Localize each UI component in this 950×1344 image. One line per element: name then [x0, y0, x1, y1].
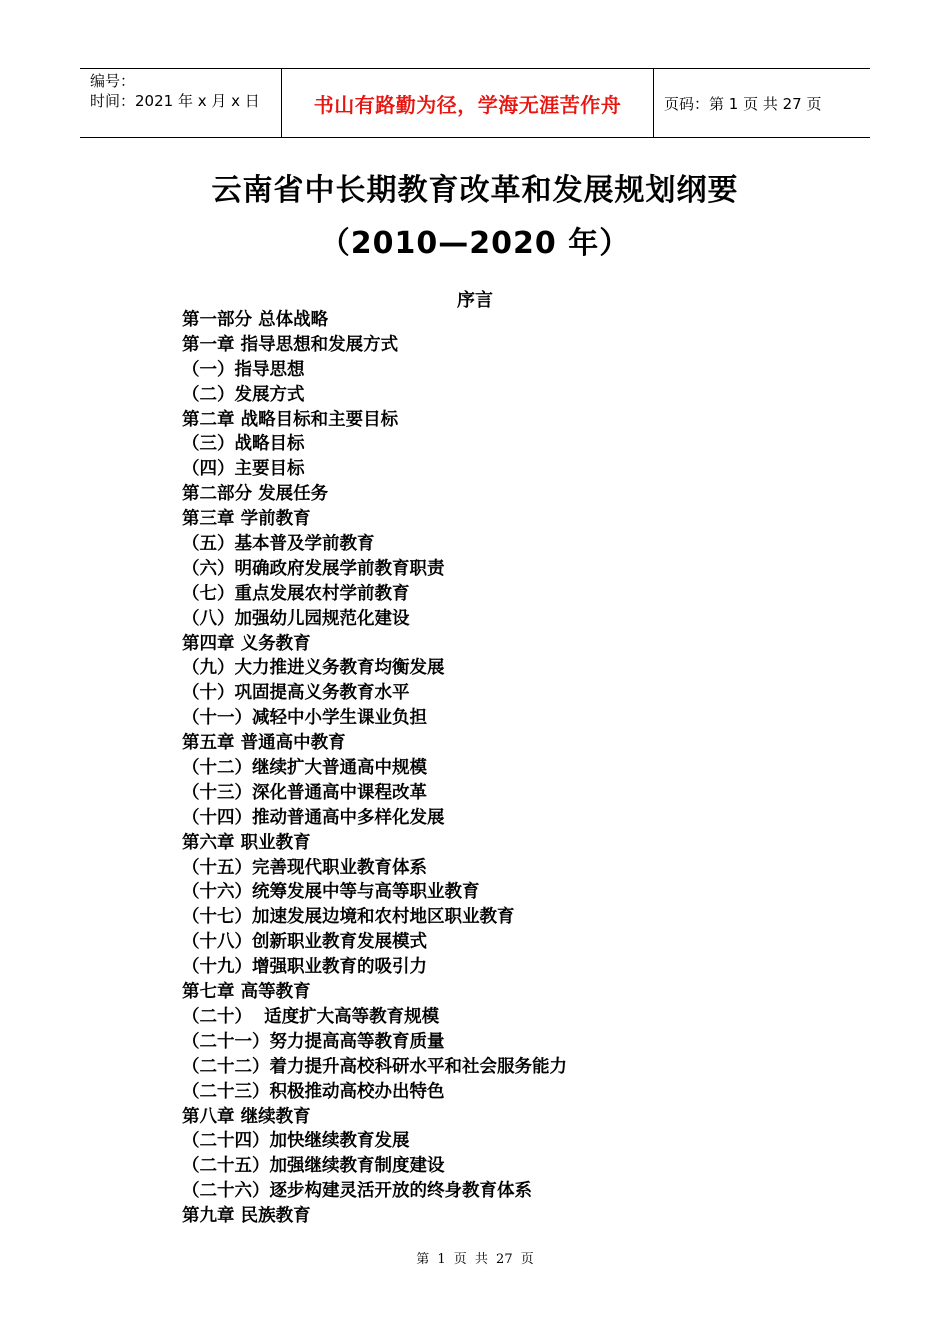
- page-label: 页码：第 1 页 共 27 页: [664, 94, 822, 113]
- toc-item: （十六）统筹发展中等与高等职业教育: [182, 882, 480, 903]
- page-footer: 第 1 页 共 27 页: [416, 1252, 534, 1267]
- toc-item: 第五章 普通高中教育: [182, 733, 346, 754]
- toc-item: （五）基本普及学前教育: [182, 534, 375, 555]
- toc-item: （二十一）努力提高高等教育质量: [182, 1031, 445, 1052]
- toc-item: （六）明确政府发展学前教育职责: [182, 558, 445, 579]
- motto-text: 书山有路勤为径，学海无涯苦作舟: [313, 92, 622, 117]
- toc-item: （二十四）加快继续教育发展: [182, 1131, 410, 1152]
- toc-item: 第三章 学前教育: [182, 509, 311, 530]
- toc-item: 第二章 战略目标和主要目标: [182, 409, 399, 430]
- toc-item: 第六章 职业教育: [182, 832, 311, 853]
- toc-item: （二十） 适度扩大高等教育规模: [182, 1006, 440, 1027]
- toc-item: （二十三）积极推动高校办出特色: [182, 1081, 445, 1102]
- toc-item: （九）大力推进义务教育均衡发展: [182, 658, 445, 679]
- toc-item: （十五）完善现代职业教育体系: [182, 857, 427, 878]
- toc-item: （四）主要目标: [182, 459, 305, 480]
- page-header: [80, 68, 870, 138]
- toc-item: 第八章 继续教育: [182, 1106, 311, 1127]
- preface-heading: 序言: [457, 290, 493, 311]
- toc-item: （二十六）逐步构建灵活开放的终身教育体系: [182, 1181, 532, 1202]
- toc-item: 第二部分 发展任务: [182, 484, 329, 505]
- toc-item: （十八）创新职业教育发展模式: [182, 932, 427, 953]
- toc-item: （十）巩固提高义务教育水平: [182, 683, 410, 704]
- toc-item: （十三）深化普通高中课程改革: [182, 782, 427, 803]
- toc-item: （十四）推动普通高中多样化发展: [182, 807, 445, 828]
- toc-item: （三）战略目标: [182, 434, 305, 455]
- toc-item: （二十五）加强继续教育制度建设: [182, 1156, 445, 1177]
- toc-item: （二）发展方式: [182, 384, 305, 405]
- toc-item: （一）指导思想: [182, 359, 305, 380]
- header-page-cell: [654, 69, 870, 137]
- document-subtitle-years: （2010—2020 年）: [319, 226, 631, 261]
- toc-item: （十九）增强职业教育的吸引力: [182, 957, 427, 978]
- toc-item: 第四章 义务教育: [182, 633, 311, 654]
- header-motto-cell: [282, 69, 654, 137]
- time-label: 时间：2021 年 x 月 x 日: [90, 92, 260, 110]
- number-label: 编号：: [90, 72, 136, 90]
- toc-item: 第九章 民族教育: [182, 1206, 311, 1227]
- header-meta: [80, 69, 282, 137]
- toc-item: （十七）加速发展边境和农村地区职业教育: [182, 907, 515, 928]
- toc-item: （八）加强幼儿园规范化建设: [182, 608, 410, 629]
- toc-item: （十一）减轻中小学生课业负担: [182, 708, 427, 729]
- toc-item: （二十二）着力提升高校科研水平和社会服务能力: [182, 1056, 567, 1077]
- toc-item: （七）重点发展农村学前教育: [182, 583, 410, 604]
- toc-item: 第七章 高等教育: [182, 982, 311, 1003]
- toc-item: 第一章 指导思想和发展方式: [182, 334, 399, 355]
- document-title: 云南省中长期教育改革和发展规划纲要: [211, 173, 739, 208]
- toc-item: 第一部分 总体战略: [182, 310, 329, 330]
- toc-item: （十二）继续扩大普通高中规模: [182, 758, 427, 779]
- table-of-contents: [182, 308, 567, 1229]
